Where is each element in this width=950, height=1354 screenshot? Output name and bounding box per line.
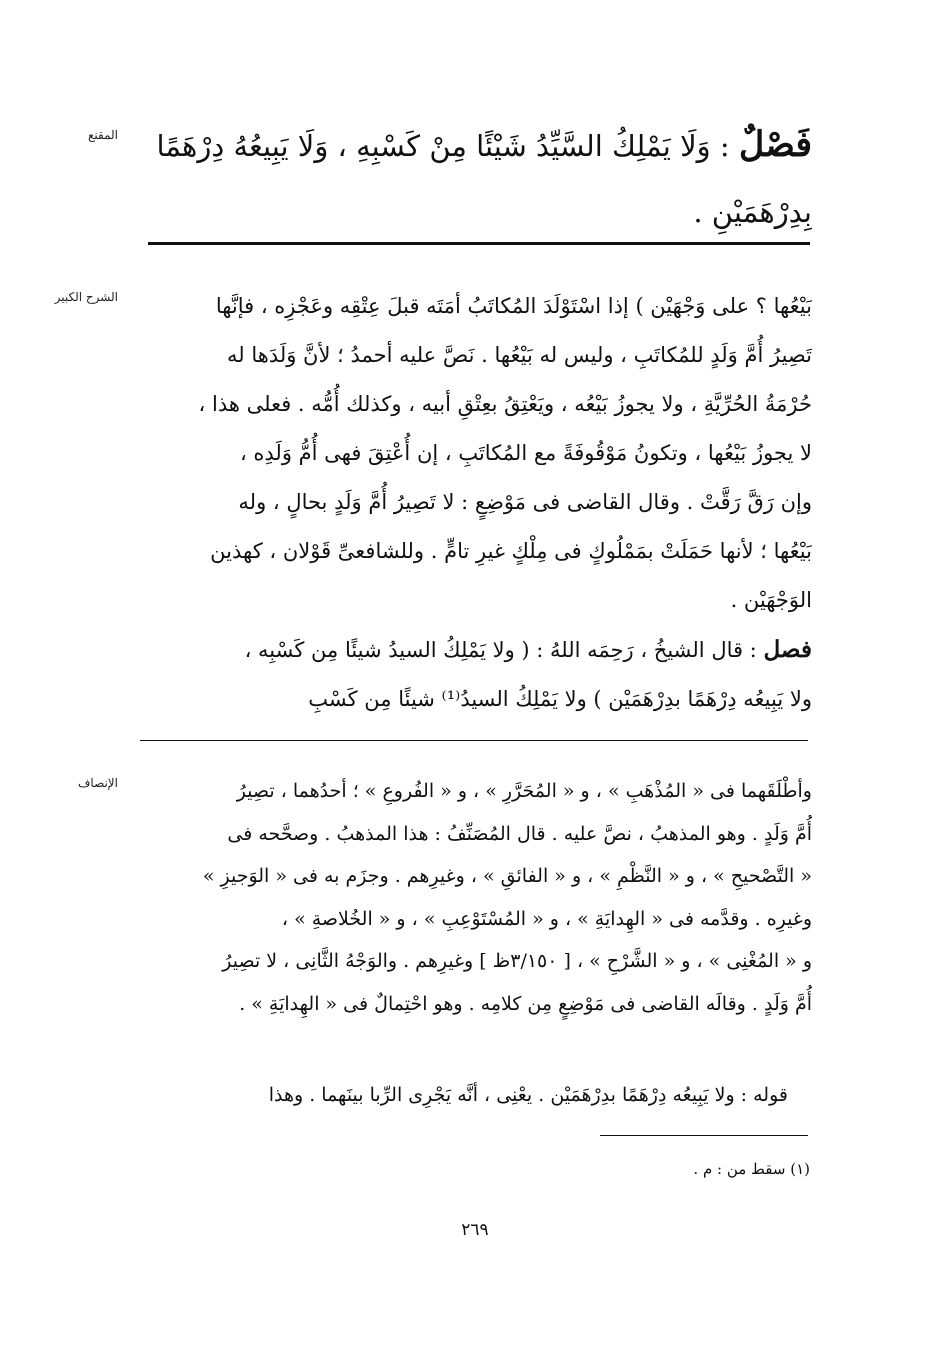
page-number: ٢٦٩ [461, 1220, 489, 1240]
insaf-qawl-line: قوله : ولا يَبِيعُه دِرْهَمًا بدِرْهَمَيْن . يعْنِى ، أنَّه يَجْرِى الرِّبا بينَهما . وهذا [268, 1084, 788, 1106]
muqni-line-1 [140, 112, 812, 179]
fasl-heading: فَصْلٌ [738, 124, 812, 165]
sharh-fasl-line-1-text: : قال الشيخُ ، رَحِمَه اللهُ : ( ولا يَمْلِكُ السيدُ شيئًا مِن كَسْبِه ، [244, 638, 764, 662]
footnote-rule [600, 1135, 808, 1136]
muqni-line-1-text: : وَلَا يَمْلِكُ السَّيِّدُ شَيْئًا مِنْ كَسْبِهِ ، وَلَا يَبِيعُهُ دِرْهَمًا [156, 129, 739, 163]
footnote: (١) سقط من : م . [693, 1160, 810, 1178]
section-label-sharh: الشرح الكبير [54, 290, 118, 304]
section-label-muqni: المقنع [87, 128, 118, 142]
sharh-line: حُرْمَةُ الحُرِّيَّةِ ، ولا يجوزُ بَيْعُه ، ويَعْتِقُ بعِتْقِ أبيه ، وكذلك أُمُّه . فعلى هذا ، [198, 392, 812, 416]
section-divider-thick [148, 242, 810, 245]
muqni-line-2: بِدِرْهَمَيْنِ . [693, 195, 812, 229]
insaf-text [140, 770, 812, 1025]
insaf-line: « التَّصْحيحِ » ، و « النَّظْمِ » ، و « الفائقِ » ، وغيرِهم . وجزَم به فى « الوَجيزِ » [202, 865, 812, 887]
sharh-line: وإن رَقَّ رَقَّتْ . وقال القاضى فى مَوْضِعٍ : لا تَصِيرُ أُمَّ وَلَدٍ بحالٍ ، وله [238, 490, 812, 514]
sharh-fasl-line-1 [140, 625, 812, 675]
sharh-line: تَصِيرُ أُمَّ وَلَدٍ للمُكاتَبِ ، وليس له بَيْعُها . نَصَّ عليه أحمدُ ؛ لأنَّ وَلَدَها له [226, 343, 812, 367]
sharh-fasl-line-2: ولا يَبِيعُه دِرْهَمًا بدِرْهَمَيْن ) ولا يَمْلِكُ السيدُ⁽¹⁾ شيئًا مِن كَسْبِ [308, 687, 812, 711]
insaf-line: أُمَّ وَلَدٍ . وهو المذهبُ ، نصَّ عليه . قال المُصَنِّفُ : هذا المذهبُ . وصحَّحه فى [227, 822, 812, 845]
sharh-line: بَيْعُها ؟ على وَجْهَيْن ) إذا اسْتَوْلَدَ المُكاتَبُ أمَتَه قبلَ عِتْقِه وعَجْزِه ، فإنَّها [215, 294, 812, 318]
insaf-line: وغيرِه . وقدَّمه فى « الهِدايَةِ » ، و « المُسْتَوْعِبِ » ، و « الخُلاصةِ » ، [281, 907, 812, 930]
sharh-text [140, 282, 812, 724]
section-label-insaf: الإنصاف [77, 776, 118, 790]
insaf-line: و « المُغْنِى » ، و « الشَّرْحِ » ، [ ٣/١٥٠ظ ] وغيرِهم . والوَجْهُ الثَّانِى ، لا تصِيرُ [222, 950, 812, 972]
insaf-line: وأطْلَقَهما فى « المُذْهَبِ » ، و « المُحَرَّرِ » ، و « الفُروعِ » ؛ أحدُهما ، تصِيرُ [236, 780, 812, 802]
sharh-fasl-heading: فصل [763, 636, 812, 663]
sharh-line: الوَجْهَيْن . [730, 588, 812, 612]
sharh-line: لا يجوزُ بَيْعُها ، وتكونُ مَوْقُوفَةً مع المُكاتَبِ ، إن أُعْتِقَ فهى أُمُّ وَلَدِه ، [239, 441, 812, 465]
insaf-line: أُمَّ وَلَدٍ . وقالَه القاضى فى مَوْضِعٍ مِن كلامِه . وهو احْتِمالٌ فى « الهِدايَةِ » . [239, 992, 812, 1015]
muqni-text [140, 112, 812, 245]
section-divider-thin [140, 740, 808, 741]
sharh-line: بَيْعُها ؛ لأنها حَمَلَتْ بمَمْلُوكٍ فى مِلْكٍ غيرِ تامٍّ . وللشافعىِّ قَوْلان ، كهذين [210, 539, 812, 563]
